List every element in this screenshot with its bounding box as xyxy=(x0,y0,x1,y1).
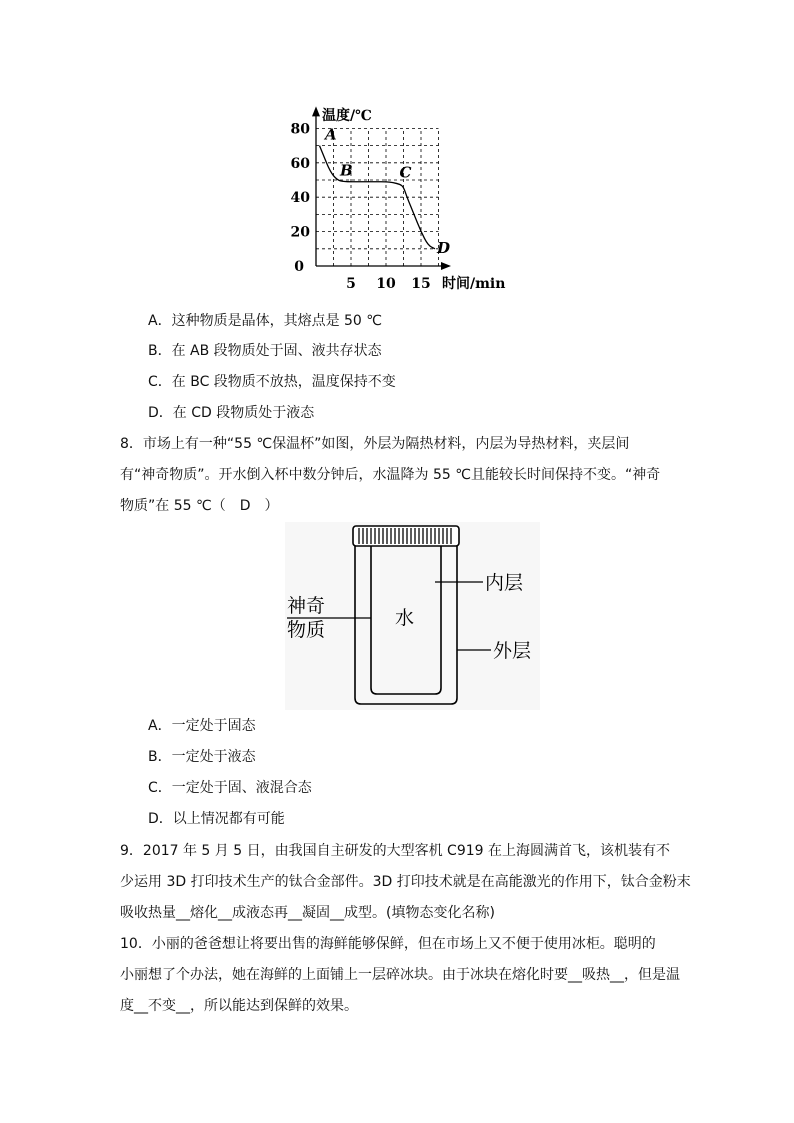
y-tick-label: 60 xyxy=(290,155,310,172)
point-label-d: D xyxy=(437,238,451,257)
q8-stem-line1: 8．市场上有一种“55 ℃保温杯”如图，外层为隔热材料，内层为导热材料，夹层间 xyxy=(120,436,630,452)
q7-option-a: A．这种物质是晶体，其熔点是 50 ℃ xyxy=(148,313,383,329)
q7-option-b: B．在 AB 段物质处于固、液共存状态 xyxy=(148,343,382,359)
y-axis-label: 温度/℃ xyxy=(322,108,372,124)
y-tick-label: 20 xyxy=(290,224,310,241)
label-water: 水 xyxy=(395,607,415,629)
y-tick-label: 40 xyxy=(290,190,310,207)
q10-line2: 小丽想了个办法，她在海鲜的上面铺上一层碎冰块。由于冰块在熔化时要__吸热__，但是温 xyxy=(120,967,680,983)
thermos-cup-diagram xyxy=(285,522,540,710)
point-label-a: A xyxy=(325,125,337,144)
q8-stem-line3: 物质”在 55 ℃（ D ） xyxy=(120,498,279,514)
point-label-b: B xyxy=(340,161,353,180)
q10-line3: 度__不变__，所以能达到保鲜的效果。 xyxy=(120,998,358,1014)
q9-line1: 9．2017 年 5 月 5 日，由我国自主研发的大型客机 C919 在上海圆满首飞，该机装有不 xyxy=(120,843,670,859)
origin-label: 0 xyxy=(294,259,304,275)
q10-line1: 10．小丽的爸爸想让将要出售的海鲜能够保鲜，但在市场上又不便于使用冰柜。聪明的 xyxy=(120,936,656,952)
q7-option-d: D．在 CD 段物质处于液态 xyxy=(148,405,315,421)
q8-option-c: C．一定处于固、液混合态 xyxy=(148,780,312,796)
q7-option-c: C．在 BC 段物质不放热，温度保持不变 xyxy=(148,374,396,390)
y-axis-arrow xyxy=(312,106,320,116)
x-tick-label: 10 xyxy=(376,276,396,292)
x-axis-arrow xyxy=(441,262,451,270)
chart-grid xyxy=(316,125,439,266)
q8-option-b: B．一定处于液态 xyxy=(148,749,256,765)
q8-option-d: D．以上情况都有可能 xyxy=(148,811,285,827)
x-tick-label: 5 xyxy=(346,276,356,292)
q9-line3: 吸收热量__熔化__成液态再__凝固__成型。(填物态变化名称) xyxy=(120,905,495,921)
point-label-c: C xyxy=(399,163,412,182)
x-tick-label: 15 xyxy=(411,276,431,292)
label-magic-2: 物质 xyxy=(287,619,326,641)
q9-line2: 少运用 3D 打印技术生产的钛合金部件。3D 打印技术就是在高能激光的作用下，钛合金粉末 xyxy=(120,874,691,890)
q8-option-a: A．一定处于固态 xyxy=(148,718,256,734)
label-inner: 内层 xyxy=(485,572,524,594)
label-outer: 外层 xyxy=(493,640,532,662)
x-axis-label: 时间/min xyxy=(442,276,506,292)
y-tick-label: 80 xyxy=(290,121,310,138)
temperature-time-chart xyxy=(270,96,520,296)
q8-stem-line2: 有“神奇物质”。开水倒入杯中数分钟后，水温降为 55 ℃且能较长时间保持不变。“神奇 xyxy=(120,467,661,483)
label-magic-1: 神奇 xyxy=(287,595,326,617)
